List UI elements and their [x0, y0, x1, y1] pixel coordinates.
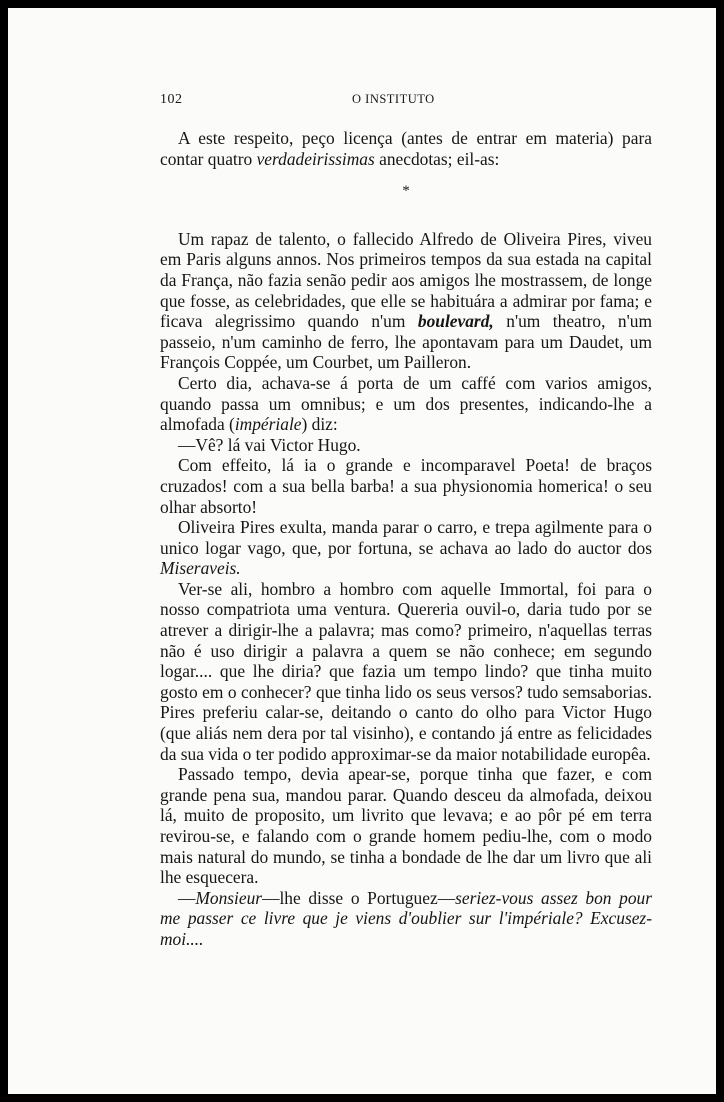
intro-text-end: anecdotas; eil-as:	[374, 148, 500, 169]
paragraph-6: Ver-se ali, hombro a hombro com aquelle Immortal, foi para o nosso compatriota uma ventura. Quereria ouvil-o, daria tudo por se atrever a dirigir-lhe a palavra; mas como? primeiro, n'aquellas terras não é uso dirigir a palavra a quem se não conhece; em segundo logar.... que lhe diria? que fazia um tempo lindo? que tinha muito gosto em o conhecer? que tinha lido os seus versos? tudo semsaborias. Pires preferiu calar-se, deitando o canto do olho para Victor Hugo (que aliás nem dera por tal visinho), e contando já entre as felicidades da sua vida o ter podido approximar-se da maior notabilidade europêa.	[160, 578, 652, 764]
intro-text: A este respeito, peço licença (antes de entrar em materia) para contar quatro	[160, 128, 652, 169]
paragraph-7: Passado tempo, devia apear-se, porque tinha que fazer, e com grande pena sua, mandou parar. Quando desceu da almofada, deixou lá, muito de proposito, um livrito que levava; e ao pôr pé em terra revirou-se, e falando com o grande homem pediu-lhe, com o modo mais natural do mundo, se tinha a bondade de lhe dar um livro que ali lhe esquecera.	[160, 764, 652, 888]
p2-italic: impériale	[234, 414, 302, 435]
paragraph-2	[160, 373, 652, 435]
paragraph-1	[160, 229, 652, 373]
p8-dash: —	[178, 887, 196, 908]
body-text	[160, 128, 652, 950]
intro-italic: verdadeirissimas	[256, 148, 375, 169]
intro-paragraph	[160, 128, 652, 169]
p5-text: Oliveira Pires exulta, manda parar o carro, e trepa agilmente para o unico logar vago, que, por fortuna, se achava ao lado do auctor dos	[160, 517, 652, 558]
p5-italic: Miseraveis.	[160, 558, 241, 579]
running-title: O INSTITUTO	[352, 92, 435, 106]
p8-text: —lhe disse o Portuguez—	[262, 887, 456, 908]
p2-text: Certo dia, achava-se á porta de um caffé com varios amigos, quando passa um omnibus; e um dos presentes, indicando-lhe a almofada (	[160, 372, 652, 435]
p1-text-end: n'um theatro, n'um passeio, n'um caminho de ferro, lhe apontavam para um Daudet, um François Coppée, um Courbet, um Pailleron.	[160, 311, 652, 373]
page-number: 102	[160, 92, 183, 107]
p2-text-end: ) diz:	[301, 414, 338, 435]
paragraph-8	[160, 888, 652, 950]
p1-italic: boulevard,	[417, 311, 494, 332]
page	[8, 8, 716, 1094]
p1-text: Um rapaz de talento, o fallecido Alfredo de Oliveira Pires, viveu em Paris alguns annos. Nos primeiros tempos da sua estada na capital da França, não fazia senão pedir aos amigos lhe mostrassem, de longe que fosse, as celebridades, que elle se habituára a admirar por fama; e ficava alegrissimo quando n'um	[160, 228, 652, 332]
paragraph-4: Com effeito, lá ia o grande e incomparavel Poeta! de braços cruzados! com a sua bella barba! a sua physionomia homerica! o seu olhar absorto!	[160, 455, 652, 517]
p8-monsieur: Monsieur	[195, 887, 263, 908]
paragraph-3: —Vê? lá vai Victor Hugo.	[178, 434, 361, 455]
paragraph-5	[160, 517, 652, 579]
section-separator: *	[402, 183, 410, 200]
p8-italic: seriez-vous assez bon pour me passer ce livre que je viens d'oublier sur l'impériale? Excusez-moi....	[160, 887, 652, 949]
